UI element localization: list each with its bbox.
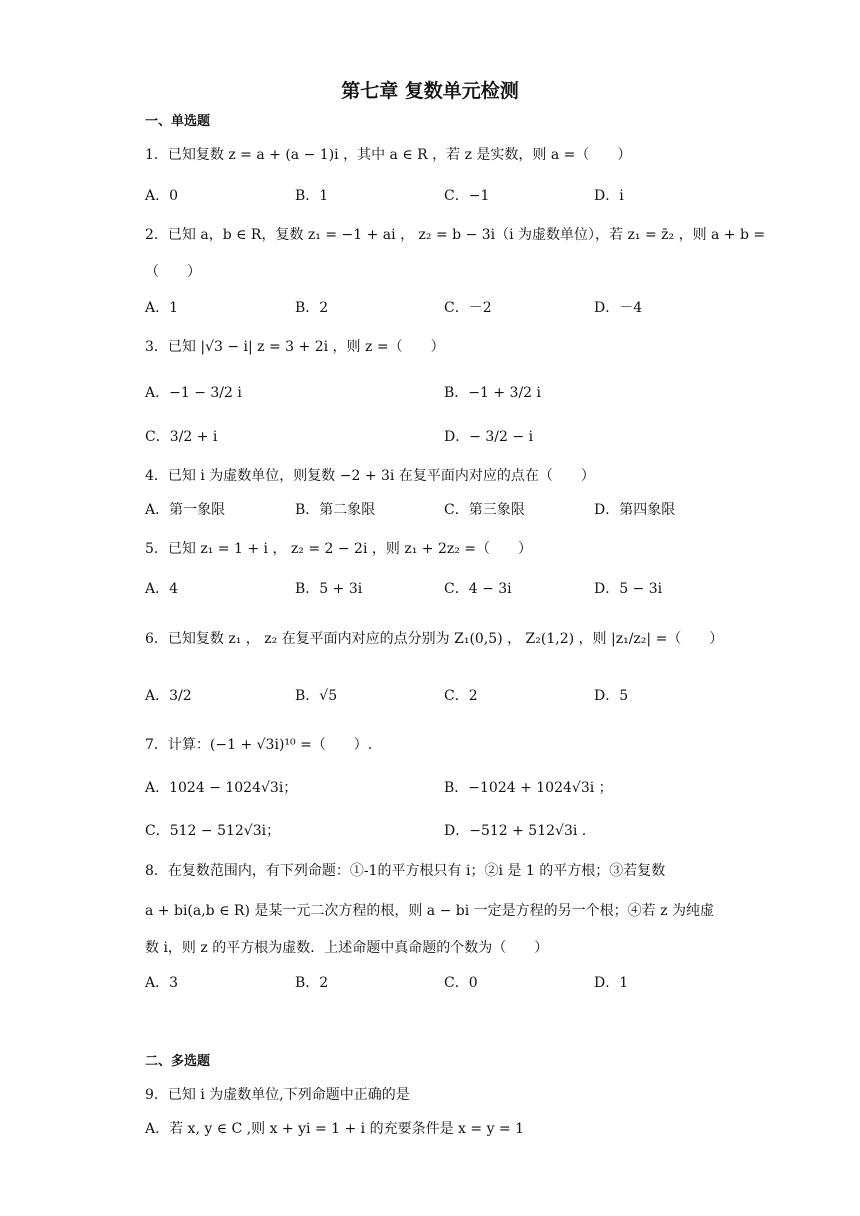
q3-option-c: C．3/2 + i	[145, 429, 218, 445]
q7-option-c: C．512 − 512√3i；	[145, 823, 281, 839]
q8-option-d: D．1	[594, 975, 629, 991]
q7-option-a: A．1024 − 1024√3i；	[145, 780, 298, 796]
question-1-stem: 1．已知复数 z = a + (a − 1)i ，其中 a ∈ R ，若 z 是实数，则 a =（ ）	[145, 147, 632, 163]
page-title: 第七章 复数单元检测	[341, 80, 519, 102]
q1-option-a: A．0	[145, 188, 179, 204]
q1-option-b: B．1	[295, 188, 329, 204]
q3-option-a: A．−1 − 3/2 i	[145, 385, 242, 401]
q8-option-c: C．0	[444, 975, 478, 991]
q8-option-a: A．3	[145, 975, 179, 991]
q5-option-c: C．4 − 3i	[444, 581, 512, 597]
section-heading-single-choice: 一、单选题	[145, 114, 211, 129]
question-6-stem: 6．已知复数 z₁ ， z₂ 在复平面内对应的点分别为 Z₁(0,5) ， Z₂(1,2) ，则 |z₁/z₂| =（ ）	[145, 631, 724, 647]
q1-option-d: D．i	[594, 188, 624, 204]
q6-option-c: C．2	[444, 688, 478, 704]
q2-option-c: C．－2	[444, 300, 492, 316]
question-2-stem: 2．已知 a，b ∈ R，复数 z₁ = −1 + ai ， z₂ = b − 3i（i 为虚数单位），若 z₁ = z̄₂ ，则 a + b =	[145, 227, 766, 243]
q4-option-c: C．第三象限	[444, 502, 525, 518]
q3-option-b: B．−1 + 3/2 i	[444, 385, 542, 401]
q7-option-b: B．−1024 + 1024√3i ；	[444, 780, 613, 796]
question-7-stem: 7．计算：(−1 + √3i)¹⁰ =（ ）.	[145, 737, 373, 753]
q9-option-a: A．若 x, y ∈ C ,则 x + yi = 1 + i 的充要条件是 x = y = 1	[145, 1121, 525, 1137]
q3-option-d: D．− 3/2 − i	[444, 429, 534, 445]
question-3-stem: 3．已知 |√3 − i| z = 3 + 2i ，则 z =（ ）	[145, 339, 445, 355]
q5-option-b: B．5 + 3i	[295, 581, 363, 597]
q4-option-d: D．第四象限	[594, 502, 676, 518]
question-8-stem: 8．在复数范围内，有下列命题：①-1的平方根只有 i；②i 是 1 的平方根；③若复数	[145, 863, 666, 879]
q6-option-a: A．3/2	[145, 688, 192, 704]
question-9-stem: 9．已知 i 为虚数单位,下列命题中正确的是	[145, 1087, 410, 1103]
q4-option-a: A．第一象限	[145, 502, 226, 518]
question-8-stem-cont-1: a + bi(a,b ∈ R) 是某一元二次方程的根，则 a − bi 一定是方程的另一个根；④若 z 为纯虚	[145, 903, 714, 919]
q1-option-c: C．−1	[444, 188, 490, 204]
q2-option-b: B．2	[295, 300, 329, 316]
q6-option-b: B．√5	[295, 688, 338, 704]
q8-option-b: B．2	[295, 975, 329, 991]
q6-option-d: D．5	[594, 688, 629, 704]
question-4-stem: 4．已知 i 为虚数单位，则复数 −2 + 3i 在复平面内对应的点在（ ）	[145, 468, 595, 484]
q7-option-d: D．−512 + 512√3i .	[444, 823, 587, 839]
question-2-stem-cont: （ ）	[145, 264, 201, 280]
q5-option-a: A．4	[145, 581, 179, 597]
q2-option-d: D．－4	[594, 300, 643, 316]
question-8-stem-cont-2: 数 i，则 z 的平方根为虚数．上述命题中真命题的个数为（ ）	[145, 940, 549, 956]
q2-option-a: A．1	[145, 300, 179, 316]
section-heading-multiple-choice: 二、多选题	[145, 1054, 211, 1069]
question-5-stem: 5．已知 z₁ = 1 + i ， z₂ = 2 − 2i ，则 z₁ + 2z₂ =（ ）	[145, 541, 533, 557]
q4-option-b: B．第二象限	[295, 502, 376, 518]
q5-option-d: D．5 − 3i	[594, 581, 663, 597]
